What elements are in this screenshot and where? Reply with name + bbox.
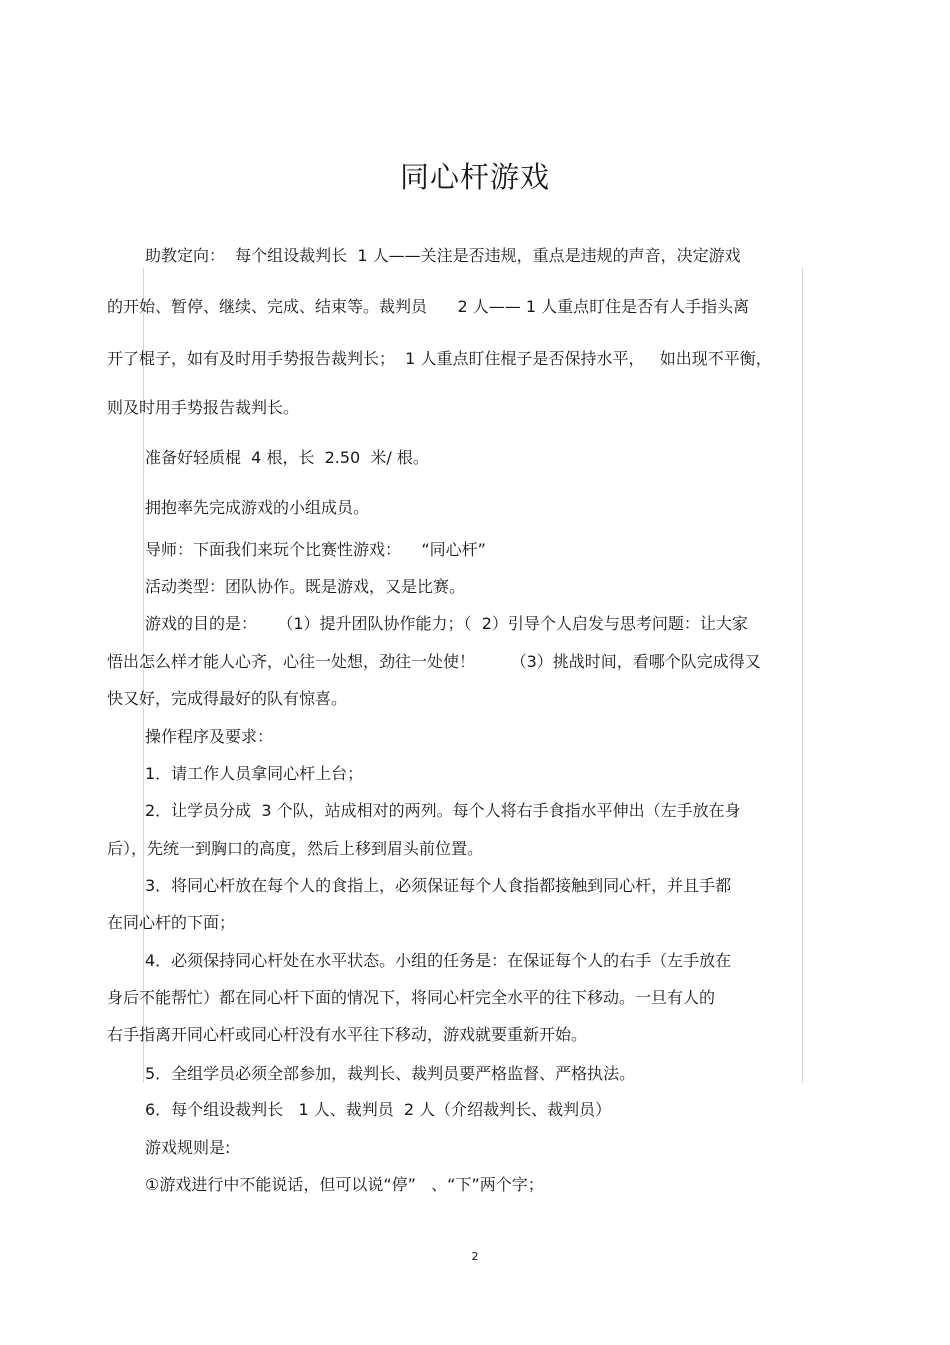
text-line: 活动类型：团队协作。既是游戏，又是比赛。	[145, 577, 466, 596]
text-line: 悟出怎么样才能人心齐，心往一处想，劲往一处使！ （3）挑战时间，看哪个队完成得又	[107, 652, 761, 671]
frame-right-border	[802, 268, 803, 1083]
text-line: 身后不能帮忙）都在同心杆下面的情况下，将同心杆完全水平的往下移动。一旦有人的	[107, 988, 716, 1007]
text-line: 2．让学员分成 3 个队，站成相对的两列。每个人将右手食指水平伸出（左手放在身	[145, 801, 741, 820]
text-line: 在同心杆的下面；	[107, 913, 236, 932]
text-line: 后），先统一到胸口的高度，然后上移到眉头前位置。	[107, 839, 484, 858]
text-line: 右手指离开同心杆或同心杆没有水平往下移动，游戏就要重新开始。	[107, 1025, 588, 1044]
text-line: ①游戏进行中不能说话，但可以说“停” 、“下”两个字；	[145, 1175, 544, 1194]
page-title: 同心杆游戏	[399, 160, 550, 194]
text-line: 6．每个组设裁判长 1 人、裁判员 2 人（介绍裁判长、裁判员）	[145, 1100, 612, 1119]
text-line: 5．全组学员必须全部参加，裁判长、裁判员要严格监督、严格执法。	[145, 1064, 636, 1083]
text-line: 助教定向： 每个组设裁判长 1 人——关注是否违规，重点是违规的声音，决定游戏	[145, 246, 741, 265]
text-line: 拥抱率先完成游戏的小组成员。	[145, 498, 370, 517]
text-line: 4．必须保持同心杆处在水平状态。小组的任务是：在保证每个人的右手（左手放在	[145, 951, 732, 970]
text-line: 导师：下面我们来玩个比赛性游戏： “同心杆”	[145, 540, 486, 559]
text-line: 游戏规则是:	[145, 1138, 231, 1157]
text-line: 操作程序及要求：	[145, 727, 274, 746]
text-line: 的开始、暂停、继续、完成、结束等。裁判员 2 人—— 1 人重点盯住是否有人手指头离	[107, 297, 750, 316]
page-number: 2	[471, 1250, 479, 1263]
text-line: 准备好轻质棍 4 根，长 2.50 米/ 根。	[145, 448, 429, 467]
frame-left-border	[143, 268, 144, 1083]
text-line: 快又好，完成得最好的队有惊喜。	[107, 689, 348, 708]
text-line: 3．将同心杆放在每个人的食指上，必须保证每个人食指都接触到同心杆，并且手都	[145, 876, 732, 895]
text-line: 游戏的目的是： （1）提升团队协作能力；（ 2）引导个人启发与思考问题：让大家	[145, 614, 748, 633]
text-line: 开了棍子，如有及时用手势报告裁判长； 1 人重点盯住棍子是否保持水平， 如出现不平衡，	[107, 349, 772, 368]
text-line: 1．请工作人员拿同心杆上台；	[145, 764, 364, 783]
text-line: 则及时用手势报告裁判长。	[107, 398, 300, 417]
